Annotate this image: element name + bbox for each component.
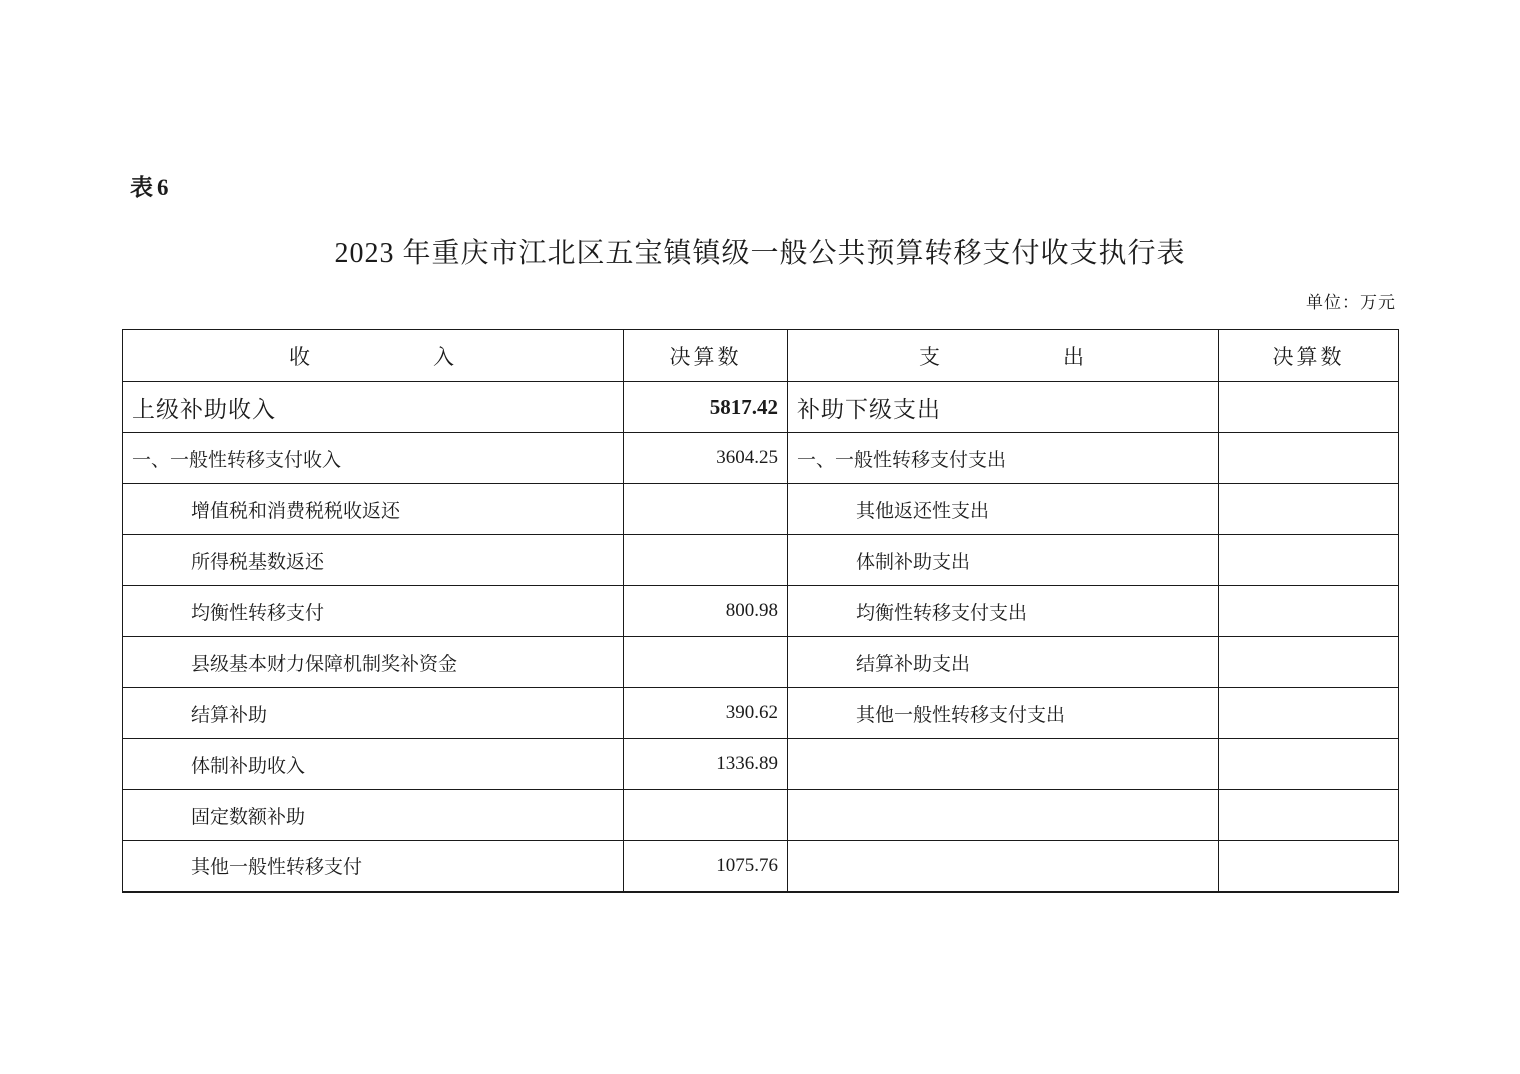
income-item-value: 3604.25 [624,433,788,484]
income-item-value: 800.98 [624,586,788,637]
table-row [123,739,1399,790]
expenditure-item-value [1219,586,1399,637]
unit-note: 单位：万元 [1306,293,1396,312]
budget-table [122,329,1399,893]
table-number-label: 表6 [130,175,173,200]
expenditure-item-value [1219,790,1399,841]
expenditure-item-value [1219,739,1399,790]
income-item-label: 固定数额补助 [123,790,624,841]
income-item-label: 所得税基数返还 [123,535,624,586]
expenditure-item-value [1219,841,1399,892]
expenditure-item-label: 体制补助支出 [788,535,1219,586]
header-income-final-amount: 决算数 [624,330,788,382]
expenditure-item-label: 一、一般性转移支付支出 [788,433,1219,484]
income-item-label: 县级基本财力保障机制奖补资金 [123,637,624,688]
table-row [123,790,1399,841]
expenditure-item-label [788,790,1219,841]
expenditure-item-label: 结算补助支出 [788,637,1219,688]
expenditure-item-label [788,739,1219,790]
table-row [123,841,1399,892]
income-item-value: 1336.89 [624,739,788,790]
income-item-label: 体制补助收入 [123,739,624,790]
expenditure-item-value [1219,433,1399,484]
income-item-value: 390.62 [624,688,788,739]
table-row [123,382,1399,433]
income-item-label: 一、一般性转移支付收入 [123,433,624,484]
document-title: 2023 年重庆市江北区五宝镇镇级一般公共预算转移支付收支执行表 [334,238,1186,269]
income-item-label: 上级补助收入 [123,382,624,433]
income-item-label: 均衡性转移支付 [123,586,624,637]
expenditure-item-value [1219,382,1399,433]
header-expenditure: 支 出 [788,330,1219,382]
income-item-value [624,637,788,688]
table-row [123,484,1399,535]
table-row [123,688,1399,739]
expenditure-item-value [1219,484,1399,535]
income-item-value [624,535,788,586]
income-item-label: 结算补助 [123,688,624,739]
income-item-value [624,790,788,841]
expenditure-item-value [1219,535,1399,586]
header-expenditure-final-amount: 决算数 [1219,330,1399,382]
table-header-row [123,330,1399,382]
expenditure-item-label: 补助下级支出 [788,382,1219,433]
income-item-value [624,484,788,535]
expenditure-item-label [788,841,1219,892]
expenditure-item-label: 其他一般性转移支付支出 [788,688,1219,739]
table-row [123,637,1399,688]
income-item-value: 1075.76 [624,841,788,892]
income-item-label: 其他一般性转移支付 [123,841,624,892]
income-item-label: 增值税和消费税税收返还 [123,484,624,535]
expenditure-item-label: 均衡性转移支付支出 [788,586,1219,637]
income-item-value: 5817.42 [624,382,788,433]
table-row [123,433,1399,484]
header-income: 收 入 [123,330,624,382]
table-row [123,586,1399,637]
expenditure-item-label: 其他返还性支出 [788,484,1219,535]
table-row [123,535,1399,586]
expenditure-item-value [1219,637,1399,688]
expenditure-item-value [1219,688,1399,739]
